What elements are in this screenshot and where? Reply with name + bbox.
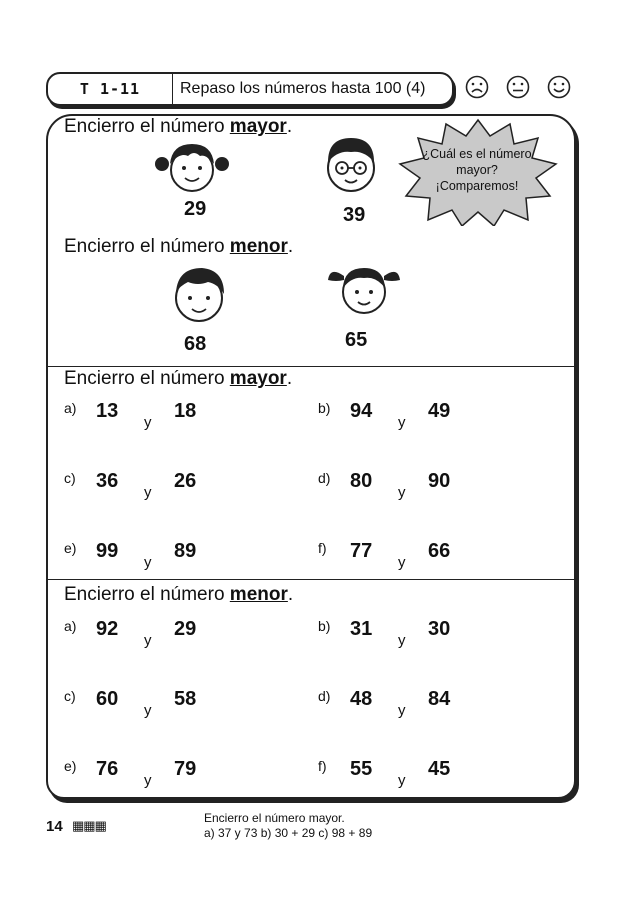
- conjunction-y: y: [144, 554, 152, 571]
- lesson-header: [46, 72, 454, 106]
- neutral-face-icon[interactable]: [505, 74, 531, 100]
- conjunction-y: y: [144, 484, 152, 501]
- exercise-label: d): [318, 470, 331, 486]
- number-option[interactable]: 89: [174, 540, 197, 562]
- number-option[interactable]: 29: [184, 198, 207, 220]
- number-option[interactable]: 84: [428, 688, 451, 710]
- exercise-label: a): [64, 400, 77, 416]
- exercise-label: f): [318, 540, 327, 556]
- number-option[interactable]: 99: [96, 540, 119, 562]
- number-option[interactable]: 48: [350, 688, 373, 710]
- instruction-menor: Encierro el número menor.: [64, 236, 294, 257]
- exercise-label: e): [64, 540, 77, 556]
- conjunction-y: y: [398, 554, 406, 571]
- lesson-title: Repaso los números hasta 100 (4): [180, 80, 426, 97]
- number-option[interactable]: 55: [350, 758, 373, 780]
- number-option[interactable]: 18: [174, 400, 197, 422]
- instruction-menor: Encierro el número menor.: [64, 584, 294, 605]
- keyword-mayor: mayor: [229, 116, 287, 137]
- instruction-mayor: Encierro el número mayor.: [64, 116, 293, 137]
- number-option[interactable]: 76: [96, 758, 119, 780]
- conjunction-y: y: [398, 772, 406, 789]
- conjunction-y: y: [398, 632, 406, 649]
- exercise-label: b): [318, 618, 331, 634]
- number-option[interactable]: 80: [350, 470, 373, 492]
- exercise-label: e): [64, 758, 77, 774]
- number-option[interactable]: 45: [428, 758, 451, 780]
- exercise-label: c): [64, 470, 76, 486]
- number-option[interactable]: 30: [428, 618, 451, 640]
- exercise-label: d): [318, 688, 331, 704]
- number-option[interactable]: 36: [96, 470, 119, 492]
- number-option[interactable]: 77: [350, 540, 373, 562]
- page-marker: ▦▦▦: [72, 818, 106, 833]
- number-option[interactable]: 31: [350, 618, 373, 640]
- number-option[interactable]: 58: [174, 688, 197, 710]
- conjunction-y: y: [398, 414, 406, 431]
- number-option[interactable]: 92: [96, 618, 119, 640]
- conjunction-y: y: [144, 772, 152, 789]
- exercise-label: c): [64, 688, 76, 704]
- happy-face-icon[interactable]: [546, 74, 572, 100]
- keyword-menor: menor: [229, 236, 288, 257]
- boy-glasses-illustration: [318, 130, 384, 196]
- callout-text: ¿Cuál es el número mayor? ¡Comparemos!: [422, 147, 532, 193]
- exercise-label: f): [318, 758, 327, 774]
- lesson-code: T 1-11: [48, 74, 173, 104]
- girl-face-illustration: [150, 134, 234, 196]
- footer-exercise-items: a) 37 y 73 b) 30 + 29 c) 98 + 89: [204, 826, 373, 840]
- keyword-menor: menor: [229, 584, 288, 605]
- number-option[interactable]: 68: [184, 333, 207, 355]
- number-option[interactable]: 49: [428, 400, 451, 422]
- number-option[interactable]: 39: [343, 204, 366, 226]
- footer-exercise-title: Encierro el número mayor.: [204, 811, 345, 825]
- boy-face-illustration: [168, 262, 230, 326]
- number-option[interactable]: 90: [428, 470, 451, 492]
- exercise-label: a): [64, 618, 77, 634]
- page-number: 14: [46, 818, 63, 835]
- sad-face-icon[interactable]: [464, 74, 490, 100]
- conjunction-y: y: [144, 632, 152, 649]
- number-option[interactable]: 13: [96, 400, 119, 422]
- conjunction-y: y: [144, 414, 152, 431]
- keyword-mayor: mayor: [229, 368, 287, 389]
- girl-pigtails-illustration: [326, 258, 402, 316]
- number-option[interactable]: 79: [174, 758, 197, 780]
- number-option[interactable]: 60: [96, 688, 119, 710]
- number-option[interactable]: 66: [428, 540, 451, 562]
- exercise-label: b): [318, 400, 331, 416]
- number-option[interactable]: 65: [345, 329, 368, 351]
- conjunction-y: y: [398, 484, 406, 501]
- conjunction-y: y: [398, 702, 406, 719]
- instruction-mayor: Encierro el número mayor.: [64, 368, 293, 389]
- number-option[interactable]: 94: [350, 400, 373, 422]
- number-option[interactable]: 26: [174, 470, 197, 492]
- section-divider: [48, 579, 574, 580]
- conjunction-y: y: [144, 702, 152, 719]
- number-option[interactable]: 29: [174, 618, 197, 640]
- section-divider: [48, 366, 574, 367]
